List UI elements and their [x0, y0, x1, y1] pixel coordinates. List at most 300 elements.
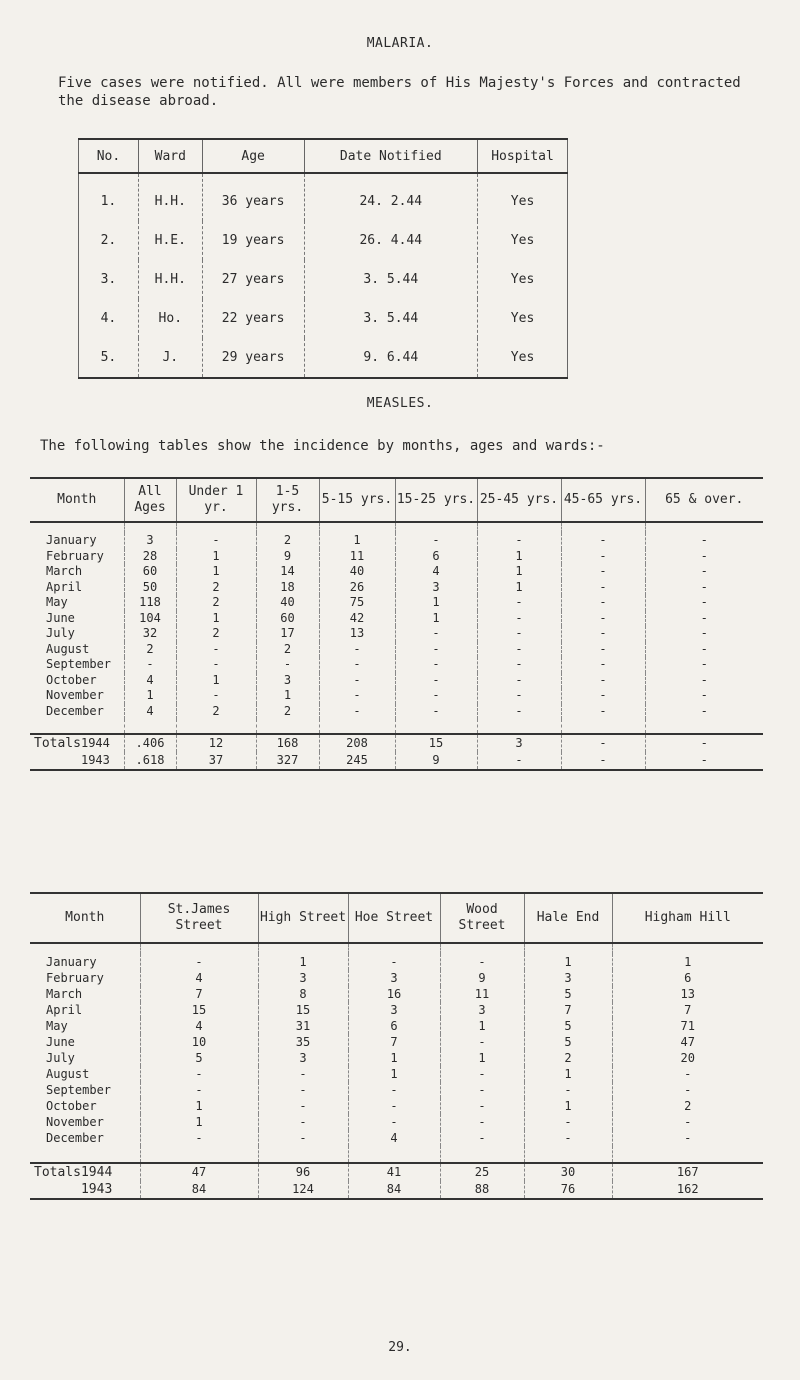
table-cell: 7	[612, 1002, 763, 1018]
table-cell: -	[348, 1114, 440, 1130]
table-cell: -	[477, 657, 561, 673]
malaria-column-header: Hospital	[478, 139, 568, 173]
table-cell: -	[645, 549, 763, 565]
table-cell: 3	[348, 1002, 440, 1018]
table-cell: -	[440, 1034, 524, 1050]
table-cell: -	[440, 1114, 524, 1130]
age-column-header: Month	[30, 478, 124, 522]
table-cell: -	[258, 1066, 348, 1082]
malaria-row	[79, 260, 568, 299]
totals-year: 1944	[80, 1165, 113, 1180]
table-cell: -	[395, 688, 477, 704]
table-cell: 1	[524, 1066, 612, 1082]
table-cell: 2	[176, 626, 256, 642]
malaria-row	[79, 221, 568, 260]
table-cell: -	[561, 657, 645, 673]
table-cell: -	[645, 734, 763, 752]
table-cell: 1	[176, 564, 256, 580]
table-cell: 5	[140, 1050, 258, 1066]
ward-column-header: High Street	[258, 893, 348, 943]
malaria-row	[79, 173, 568, 221]
table-cell: 7	[524, 1002, 612, 1018]
table-cell: J.	[138, 338, 202, 378]
table-cell: 5.	[79, 338, 139, 378]
table-cell: 4	[124, 673, 176, 689]
measles-heading: MEASLES.	[366, 396, 434, 411]
table-cell: 2	[256, 533, 319, 549]
measles-paragraph: The following tables show the incidence by months, ages and wards:-	[40, 438, 605, 454]
table-cell: 6	[395, 549, 477, 565]
table-cell: -	[440, 954, 524, 970]
table-cell: .618	[124, 752, 176, 770]
age-totals-row	[30, 734, 763, 752]
table-cell: 9	[440, 970, 524, 986]
age-column-header: 25-45 yrs.	[477, 478, 561, 522]
table-cell: 167	[612, 1163, 763, 1181]
totals-label-cell	[30, 1163, 140, 1181]
table-cell: -	[561, 688, 645, 704]
table-cell: -	[524, 1130, 612, 1146]
table-cell: -	[176, 642, 256, 658]
table-cell: February	[46, 970, 104, 985]
table-cell: 3	[348, 970, 440, 986]
table-cell: 1	[176, 611, 256, 627]
ward-totals-row	[30, 1181, 763, 1199]
ward-row	[30, 1098, 763, 1114]
table-cell: September	[46, 657, 112, 672]
table-cell: -	[440, 1066, 524, 1082]
table-cell: -	[176, 688, 256, 704]
table-cell: 47	[612, 1034, 763, 1050]
table-cell: -	[477, 752, 561, 770]
table-cell: -	[140, 1066, 258, 1082]
malaria-row	[79, 299, 568, 338]
table-cell: H.H.	[138, 260, 202, 299]
table-cell: 10	[140, 1034, 258, 1050]
table-cell: 3	[477, 734, 561, 752]
table-cell: .406	[124, 734, 176, 752]
table-cell: November	[46, 1114, 104, 1129]
table-cell: -	[561, 704, 645, 720]
table-cell: 22 years	[202, 299, 304, 338]
ward-row	[30, 1130, 763, 1146]
malaria-header-row	[79, 139, 568, 173]
table-cell: -	[477, 595, 561, 611]
table-cell: 47	[140, 1163, 258, 1181]
table-cell: 3.	[79, 260, 139, 299]
table-cell: Yes	[478, 221, 568, 260]
table-cell: December	[46, 703, 104, 718]
malaria-column-header: Ward	[138, 139, 202, 173]
table-cell: 104	[124, 611, 176, 627]
table-cell: September	[46, 1082, 112, 1097]
malaria-paragraph: Five cases were notified. All were members of His Majesty's Forces and contracted the disease abroad.	[58, 75, 741, 109]
table-cell: 1	[395, 595, 477, 611]
table-cell: 16	[348, 986, 440, 1002]
ward-column-header: Hale End	[524, 893, 612, 943]
ward-row	[30, 1050, 763, 1066]
age-column-header: 5-15 yrs.	[319, 478, 395, 522]
table-cell: 1	[176, 673, 256, 689]
measles-ward-table	[30, 892, 763, 1200]
age-row	[30, 626, 763, 642]
ward-row	[30, 986, 763, 1002]
table-cell: 24. 2.44	[304, 173, 478, 221]
table-cell: 1	[612, 954, 763, 970]
age-column-header: All Ages	[124, 478, 176, 522]
table-cell: 4	[395, 564, 477, 580]
table-cell: August	[46, 641, 90, 656]
malaria-column-header: No.	[79, 139, 139, 173]
table-cell: 3. 5.44	[304, 299, 478, 338]
table-cell: -	[645, 657, 763, 673]
table-cell: 124	[258, 1181, 348, 1199]
table-cell: -	[524, 1114, 612, 1130]
table-cell: 4	[140, 970, 258, 986]
age-row	[30, 564, 763, 580]
table-cell: 3	[124, 533, 176, 549]
table-cell: -	[561, 549, 645, 565]
table-cell: March	[46, 564, 83, 579]
table-cell: 2	[524, 1050, 612, 1066]
table-cell: -	[612, 1114, 763, 1130]
table-cell: -	[561, 734, 645, 752]
table-cell: 15	[140, 1002, 258, 1018]
table-cell: 2	[256, 642, 319, 658]
table-cell: -	[477, 533, 561, 549]
table-cell: -	[395, 533, 477, 549]
table-cell: -	[561, 533, 645, 549]
table-cell: -	[140, 1082, 258, 1098]
table-cell: 6	[612, 970, 763, 986]
table-cell: -	[561, 580, 645, 596]
table-cell: 9	[395, 752, 477, 770]
age-row	[30, 580, 763, 596]
table-cell: 3. 5.44	[304, 260, 478, 299]
table-cell: -	[561, 595, 645, 611]
table-cell: -	[395, 657, 477, 673]
table-cell: 4	[140, 1018, 258, 1034]
table-cell: -	[477, 704, 561, 720]
table-cell: 3	[395, 580, 477, 596]
table-cell: 84	[348, 1181, 440, 1199]
table-cell: -	[561, 642, 645, 658]
table-cell: 3	[440, 1002, 524, 1018]
table-cell: 12	[176, 734, 256, 752]
table-cell: 8	[258, 986, 348, 1002]
ward-totals-row	[30, 1163, 763, 1181]
table-cell: 27 years	[202, 260, 304, 299]
totals-label-cell	[30, 734, 124, 752]
ward-row	[30, 1034, 763, 1050]
table-cell: July	[46, 1050, 75, 1065]
table-cell: 26. 4.44	[304, 221, 478, 260]
table-cell: 7	[140, 986, 258, 1002]
age-header-row	[30, 478, 763, 522]
table-cell: February	[46, 548, 104, 563]
table-cell: 11	[440, 986, 524, 1002]
table-cell: 36 years	[202, 173, 304, 221]
table-cell: 28	[124, 549, 176, 565]
table-cell: May	[46, 1018, 68, 1033]
malaria-heading: MALARIA.	[366, 36, 434, 51]
table-cell: 245	[319, 752, 395, 770]
table-cell: -	[176, 533, 256, 549]
table-cell: 4.	[79, 299, 139, 338]
ward-column-header: Higham Hill	[612, 893, 763, 943]
totals-label-cell	[30, 1181, 140, 1199]
malaria-column-header: Age	[202, 139, 304, 173]
table-cell: 15	[258, 1002, 348, 1018]
totals-year: 1944	[80, 736, 110, 750]
age-row	[30, 533, 763, 549]
table-cell: -	[645, 533, 763, 549]
table-cell: Yes	[478, 299, 568, 338]
table-cell: -	[140, 1130, 258, 1146]
ward-row	[30, 1114, 763, 1130]
table-cell: -	[645, 704, 763, 720]
table-cell: April	[46, 1002, 83, 1017]
table-cell: -	[395, 642, 477, 658]
table-cell: 25	[440, 1163, 524, 1181]
table-cell: Yes	[478, 260, 568, 299]
table-cell: 2	[176, 595, 256, 611]
table-cell: 1	[348, 1066, 440, 1082]
table-cell: 96	[258, 1163, 348, 1181]
table-cell: 37	[176, 752, 256, 770]
table-cell: 2	[176, 704, 256, 720]
totals-label: Totals	[34, 736, 81, 751]
table-cell: -	[612, 1082, 763, 1098]
table-cell: -	[395, 673, 477, 689]
table-cell: 5	[524, 1018, 612, 1034]
totals-label-cell	[30, 752, 124, 770]
table-cell: 2	[124, 642, 176, 658]
table-cell: -	[348, 1098, 440, 1114]
table-cell: -	[612, 1066, 763, 1082]
table-cell: April	[46, 579, 83, 594]
table-cell: 76	[524, 1181, 612, 1199]
table-cell: -	[319, 688, 395, 704]
table-cell: -	[124, 657, 176, 673]
table-cell: -	[258, 1098, 348, 1114]
table-cell: -	[176, 657, 256, 673]
table-cell: 20	[612, 1050, 763, 1066]
totals-label: Totals	[34, 1165, 81, 1180]
table-cell: 1	[348, 1050, 440, 1066]
table-cell: 3	[524, 970, 612, 986]
table-cell: November	[46, 688, 104, 703]
table-cell: 41	[348, 1163, 440, 1181]
table-cell: -	[645, 752, 763, 770]
table-cell: -	[258, 1114, 348, 1130]
ward-row	[30, 970, 763, 986]
table-cell: -	[256, 657, 319, 673]
table-cell: -	[561, 611, 645, 627]
age-column-header: Under 1 yr.	[176, 478, 256, 522]
malaria-column-header: Date Notified	[304, 139, 478, 173]
table-cell: 40	[319, 564, 395, 580]
table-cell: 42	[319, 611, 395, 627]
ward-column-header: St.James Street	[140, 893, 258, 943]
table-cell: 19 years	[202, 221, 304, 260]
table-cell: 1	[477, 564, 561, 580]
table-cell: 1	[176, 549, 256, 565]
malaria-table	[78, 138, 568, 379]
age-column-header: 65 & over.	[645, 478, 763, 522]
table-cell: 1	[524, 1098, 612, 1114]
table-cell: -	[477, 673, 561, 689]
table-cell: -	[440, 1130, 524, 1146]
table-cell: 13	[612, 986, 763, 1002]
page-number: 29.	[388, 1340, 412, 1355]
table-cell: 5	[524, 986, 612, 1002]
table-cell: 29 years	[202, 338, 304, 378]
table-cell: June	[46, 1034, 75, 1049]
age-row	[30, 688, 763, 704]
table-cell: 6	[348, 1018, 440, 1034]
ward-row	[30, 1002, 763, 1018]
table-cell: H.E.	[138, 221, 202, 260]
table-cell: -	[319, 657, 395, 673]
table-cell: 4	[124, 704, 176, 720]
age-totals-row	[30, 752, 763, 770]
age-column-header: 1-5 yrs.	[256, 478, 319, 522]
table-cell: -	[561, 564, 645, 580]
table-cell: 17	[256, 626, 319, 642]
age-column-header: 45-65 yrs.	[561, 478, 645, 522]
table-cell: 1	[395, 611, 477, 627]
table-cell: -	[319, 642, 395, 658]
table-cell: December	[46, 1130, 104, 1145]
table-cell: -	[645, 688, 763, 704]
table-cell: -	[645, 564, 763, 580]
table-cell: 4	[348, 1130, 440, 1146]
table-cell: 1	[319, 533, 395, 549]
table-cell: 7	[348, 1034, 440, 1050]
table-cell: 162	[612, 1181, 763, 1199]
table-cell: -	[645, 642, 763, 658]
age-row	[30, 657, 763, 673]
table-cell: -	[348, 1082, 440, 1098]
age-row	[30, 611, 763, 627]
table-cell: 11	[319, 549, 395, 565]
ward-column-header: Hoe Street	[348, 893, 440, 943]
table-cell: 1	[256, 688, 319, 704]
table-cell: Yes	[478, 338, 568, 378]
table-cell: -	[477, 626, 561, 642]
table-cell: 50	[124, 580, 176, 596]
table-cell: -	[140, 954, 258, 970]
table-cell: 118	[124, 595, 176, 611]
table-cell: 32	[124, 626, 176, 642]
table-cell: 75	[319, 595, 395, 611]
table-cell: 71	[612, 1018, 763, 1034]
table-cell: October	[46, 672, 97, 687]
table-cell: -	[645, 611, 763, 627]
table-cell: 2.	[79, 221, 139, 260]
table-cell: 2	[176, 580, 256, 596]
table-cell: 3	[256, 673, 319, 689]
table-cell: -	[319, 704, 395, 720]
table-cell: -	[319, 673, 395, 689]
table-cell: 208	[319, 734, 395, 752]
age-row	[30, 704, 763, 720]
ward-column-header: Month	[30, 893, 140, 943]
table-cell: August	[46, 1066, 90, 1081]
age-row	[30, 642, 763, 658]
ward-row	[30, 954, 763, 970]
measles-age-table	[30, 477, 763, 771]
table-cell: -	[258, 1130, 348, 1146]
table-cell: Yes	[478, 173, 568, 221]
table-cell: -	[612, 1130, 763, 1146]
table-cell: 26	[319, 580, 395, 596]
table-cell: -	[524, 1082, 612, 1098]
table-cell: 9. 6.44	[304, 338, 478, 378]
table-cell: 1	[477, 580, 561, 596]
table-cell: May	[46, 595, 68, 610]
table-cell: -	[477, 688, 561, 704]
table-cell: 1	[477, 549, 561, 565]
table-cell: -	[561, 626, 645, 642]
table-cell: -	[645, 673, 763, 689]
totals-year: 1943	[80, 753, 110, 767]
table-cell: 15	[395, 734, 477, 752]
malaria-row	[79, 338, 568, 378]
table-cell: -	[561, 673, 645, 689]
table-cell: 1	[524, 954, 612, 970]
table-cell: -	[348, 954, 440, 970]
table-cell: January	[46, 954, 97, 969]
table-cell: -	[477, 642, 561, 658]
table-cell: January	[46, 533, 97, 548]
table-cell: -	[645, 595, 763, 611]
table-cell: 2	[612, 1098, 763, 1114]
ward-row	[30, 1066, 763, 1082]
age-row	[30, 595, 763, 611]
table-cell: 168	[256, 734, 319, 752]
table-cell: 3	[258, 1050, 348, 1066]
table-cell: 9	[256, 549, 319, 565]
table-cell: 35	[258, 1034, 348, 1050]
table-cell: 40	[256, 595, 319, 611]
table-cell: 1	[140, 1114, 258, 1130]
table-cell: 5	[524, 1034, 612, 1050]
totals-year: 1943	[80, 1182, 113, 1197]
table-cell: 14	[256, 564, 319, 580]
table-cell: -	[440, 1082, 524, 1098]
table-cell: -	[561, 752, 645, 770]
table-cell: 60	[124, 564, 176, 580]
table-cell: -	[645, 580, 763, 596]
ward-row	[30, 1082, 763, 1098]
table-cell: H.H.	[138, 173, 202, 221]
age-row	[30, 549, 763, 565]
table-cell: 84	[140, 1181, 258, 1199]
table-cell: -	[440, 1098, 524, 1114]
table-cell: -	[395, 626, 477, 642]
table-cell: 1	[440, 1050, 524, 1066]
table-cell: -	[395, 704, 477, 720]
table-cell: July	[46, 626, 75, 641]
table-cell: March	[46, 986, 83, 1001]
age-row	[30, 673, 763, 689]
ward-header-row	[30, 893, 763, 943]
table-cell: 1	[258, 954, 348, 970]
table-cell: 1.	[79, 173, 139, 221]
table-cell: 13	[319, 626, 395, 642]
